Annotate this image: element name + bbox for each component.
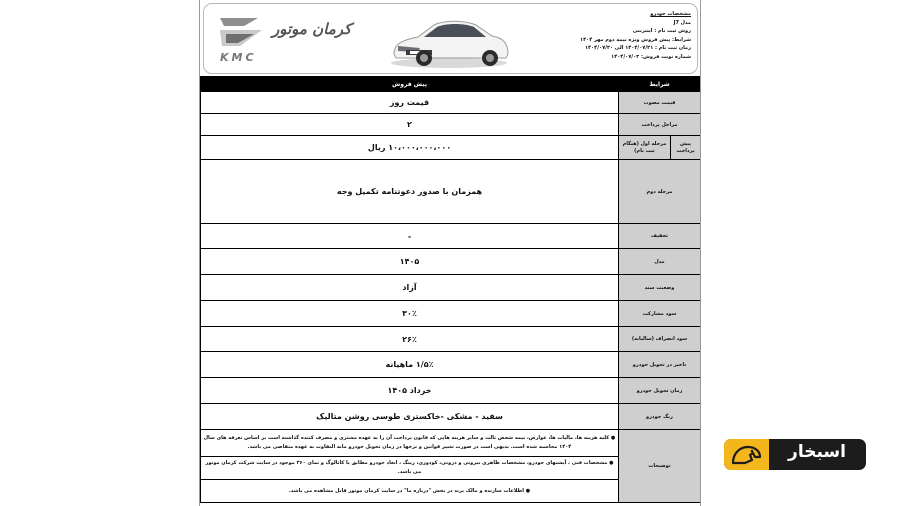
row-label: مراحل پرداخت [619,114,701,136]
row-label: وضعیت سند [619,275,701,301]
row-value: ۳۰٪ [201,301,619,327]
spec-block [521,10,691,62]
table-row [201,327,701,352]
table-row [201,92,701,114]
spec-circular: شماره نوبت فروش: ۱۴۰۴/۰۷/۰۳ [611,53,691,60]
brand-mark: KMC [220,51,257,64]
header-label-cell: شرایط [619,77,701,92]
table-row [201,404,701,430]
row-label: رنگ خودرو [619,404,701,430]
spec-model: مدل J7 [673,19,691,26]
note-item: ● مشخصات فنی ، آپشنهای خودرو، مشخصات ظاهری بیرونی و درونی، کودوزی، رینگ ، ابعاد خودرو مطابق با کاتالوگ و نمای ۳۶۰ موجود در سایت شرکت کرمان موتور می باشد. [201,457,619,480]
row-value: - [201,224,619,249]
row-group-label: پیش پرداخت [671,136,701,160]
horse-logo-icon [724,439,769,470]
row-label: زمان تحویل خودرو [619,378,701,404]
row-label: مرحله دوم [619,160,701,224]
row-value: ۲۶٪ [201,327,619,352]
kmc-emblem-icon [214,12,274,52]
row-label: سود مشارکت [619,301,701,327]
table-row [201,378,701,404]
price-sheet-document [199,0,701,506]
note-item: ● اطلاعات سازنده و مالک برند در بخش "درباره ما" در سایت کرمان موتور قابل مشاهده می باشد. [201,480,619,503]
table-row [201,114,701,136]
row-value: ۲ [201,114,619,136]
row-value: ۱۰،۰۰۰،۰۰۰،۰۰۰ ریال [201,136,619,160]
row-label: قیمت مصوب [619,92,701,114]
row-value: قیمت روز [201,92,619,114]
car-image [384,10,514,70]
row-value: ۱/۵٪ ماهیانه [201,352,619,378]
row-label: تاخیر در تحویل خودرو [619,352,701,378]
table-row [201,136,701,160]
table-header-row [201,77,701,92]
row-label: مدل [619,249,701,275]
notes-label: توضیحات [619,430,701,503]
watermark-text: اسبخار [788,442,846,462]
spec-title: مشخصات خودرو [650,11,691,17]
table-row [201,352,701,378]
table-row [201,249,701,275]
table-row [201,275,701,301]
sales-terms-table [200,76,701,503]
notes-row [201,430,701,457]
watermark-badge [724,439,866,470]
spec-signup-time: زمان ثبت نام : ۱۴۰۴/۰۷/۲۱ الی ۱۴۰۴/۰۷/۳۰ [584,45,691,52]
table-row [201,301,701,327]
brand-name: کرمان موتور [272,20,352,38]
row-value: خرداد ۱۴۰۵ [201,378,619,404]
row-value: آزاد [201,275,619,301]
spec-terms: شرایط: پیش فروش ویژه نیمه دوم مهر ۱۴۰۴ [580,36,691,43]
kmc-logo [214,12,352,66]
row-label: مرحله اول (هنگام ثبت نام) [619,136,671,160]
table-row [201,160,701,224]
row-value: سفید - مشکی -خاکستری طوسی روشن متالیک [201,404,619,430]
row-value: همزمان با صدور دعوتنامه تکمیل وجه [201,160,619,224]
spec-method: روش ثبت نام : اینترنتی [632,28,691,35]
header-value-cell: پیش فروش [201,77,619,92]
row-value: ۱۴۰۵ [201,249,619,275]
row-label: سود انصراف (سالیانه) [619,327,701,352]
note-item: ● کلیه هزینه ها، مالیات ها، عوارض، بیمه شخص ثالث و سایر هزینه هایی که قانون پرداخت آن را به عهده مشتری و مصرف کننده گذاشته است بر اساس تعرفه های سال ۱۴۰۴ محاسبه شده است. بدیهی است در صورت تغییر قوانین و نرخها در زمان تحویل خودرو مابه التفاوت به عهده متقاضی می باشد. [201,430,619,457]
document-header [203,3,698,74]
row-label: تخفیف [619,224,701,249]
table-row [201,224,701,249]
